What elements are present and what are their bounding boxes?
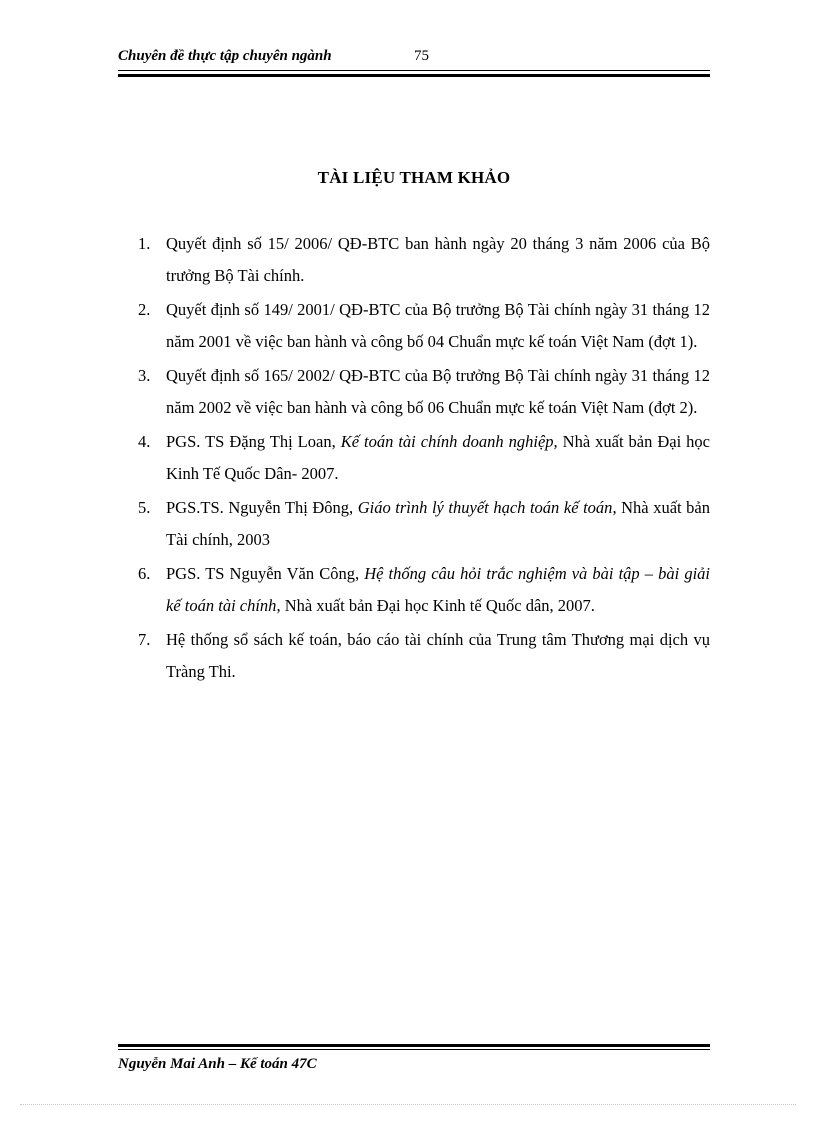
footer-rule-thin bbox=[118, 1049, 710, 1050]
reference-number: 1. bbox=[138, 234, 151, 253]
reference-text: Quyết định số 15/ 2006/ QĐ-BTC ban hành ngày 20 tháng 3 năm 2006 của Bộ trưởng Bộ Tài chính. bbox=[166, 234, 710, 285]
reference-number: 3. bbox=[138, 366, 151, 385]
reference-item bbox=[118, 624, 710, 687]
reference-text: , Nhà xuất bản Đại học Kinh tế Quốc dân, 2007. bbox=[276, 595, 595, 615]
reference-number: 4. bbox=[138, 432, 151, 451]
reference-item bbox=[118, 426, 710, 489]
footer-author: Nguyễn Mai Anh – Kế toán 47C bbox=[118, 1056, 317, 1072]
page-header bbox=[118, 46, 710, 76]
reference-number: 2. bbox=[138, 300, 151, 319]
section-title: TÀI LIỆU THAM KHẢO bbox=[317, 168, 511, 187]
header-title: Chuyên đề thực tập chuyên ngành bbox=[118, 48, 332, 64]
reference-text: Quyết định số 149/ 2001/ QĐ-BTC của Bộ trưởng Bộ Tài chính ngày 31 tháng 12 năm 2001 về việc ban hành và công bố 04 Chuẩn mực kế toán Việt Nam (đợt 1). bbox=[166, 300, 710, 351]
reference-number: 6. bbox=[138, 564, 151, 583]
reference-number: 7. bbox=[138, 630, 151, 649]
reference-item bbox=[118, 492, 710, 555]
reference-text: PGS.TS. Nguyễn Thị Đông, bbox=[166, 498, 358, 517]
page-bottom-divider bbox=[20, 1104, 796, 1105]
reference-work-title: Giáo trình lý thuyết hạch toán kế toán bbox=[357, 498, 613, 517]
reference-text: PGS. TS Nguyễn Văn Công, bbox=[166, 564, 365, 583]
reference-work-title: Kế toán tài chính doanh nghiệp, bbox=[340, 432, 558, 451]
reference-item bbox=[118, 360, 710, 423]
reference-work-title: Hệ thống câu hỏi trắc nghiệm và bài tập – bài giải kế toán tài chính bbox=[166, 564, 710, 615]
reference-item bbox=[118, 294, 710, 357]
header-rule-thick bbox=[118, 74, 710, 77]
reference-number: 5. bbox=[138, 498, 151, 517]
reference-text: Nhà xuất bản Đại học Kinh Tế Quốc Dân- 2007. bbox=[166, 432, 710, 483]
reference-text: Quyết định số 165/ 2002/ QĐ-BTC của Bộ trưởng Bộ Tài chính ngày 31 tháng 12 năm 2002 về việc ban hành và công bố 06 Chuẩn mực kế toán Việt Nam (đợt 2). bbox=[166, 366, 710, 417]
reference-text: Hệ thống sổ sách kế toán, báo cáo tài chính của Trung tâm Thương mại dịch vụ Tràng Thi. bbox=[166, 630, 710, 681]
footer-rule-thick bbox=[118, 1044, 710, 1047]
header-rule-thin bbox=[118, 70, 710, 71]
reference-text: , Nhà xuất bản Tài chính, 2003 bbox=[166, 498, 711, 549]
page-footer bbox=[118, 1044, 710, 1084]
reference-item bbox=[118, 228, 710, 291]
reference-item bbox=[118, 558, 710, 621]
reference-text: PGS. TS Đặng Thị Loan, bbox=[166, 432, 341, 451]
page-number: 75 bbox=[414, 48, 429, 64]
reference-list bbox=[118, 228, 710, 690]
